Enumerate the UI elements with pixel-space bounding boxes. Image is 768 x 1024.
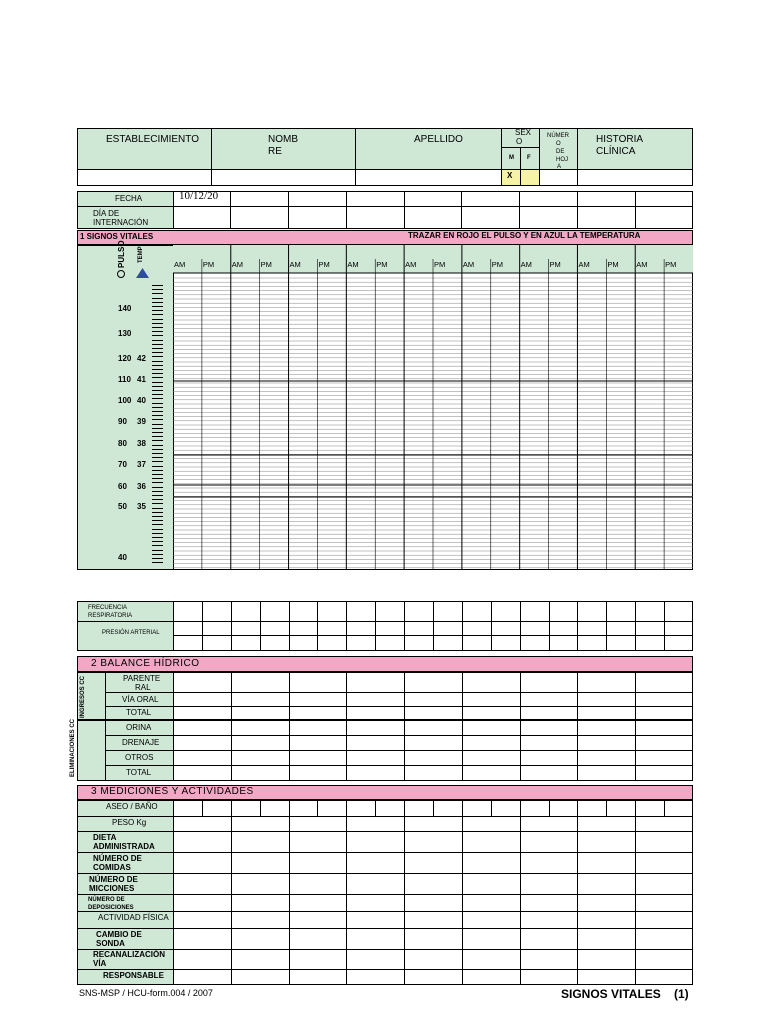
historia-clinica-field[interactable] [578,170,692,185]
scale-tick [152,545,163,546]
pulse-scale-label: 140 [118,304,132,313]
signos-instruction: TRAZAR EN ROJO EL PULSO Y EN AZUL LA TEMPERATURA [408,231,641,240]
scale-tick [152,516,163,517]
cambio-label-l1: CAMBIO DE [96,930,142,939]
form-title: SIGNOS VITALES [561,987,661,1001]
scale-tick [152,407,163,408]
temp-scale-label: 42 [137,354,146,363]
scale-tick [152,436,163,437]
scale-tick [152,470,163,471]
sexo-m-label: M [509,155,514,161]
frecuencia-label-l1: FRECUENCIA [88,605,128,611]
ampm-label: PM [260,260,272,269]
scale-tick [152,453,163,454]
ampm-label: PM [491,260,504,269]
micciones-label-l2: MICCIONES [89,884,135,893]
scale-tick [152,415,163,416]
ampm-label: PM [549,260,561,269]
temp-scale-label: 37 [137,460,146,469]
pulso-circle-icon [117,270,125,278]
scale-tick [152,285,163,286]
scale-tick [152,398,163,399]
dia-internacion-label-l2: INTERNACIÓN [93,218,149,227]
scale-tick [152,369,163,370]
scale-tick [152,335,163,336]
ampm-label: AM [578,260,590,269]
scale-tick [152,365,163,366]
sex-f-checkbox[interactable] [521,170,539,185]
temp-triangle-icon [136,268,149,278]
scale-tick [152,373,163,374]
ampm-label: AM [289,260,301,269]
recanalizacion-label-l1: RECANALIZACIÓN [93,950,165,959]
scale-tick [152,482,163,483]
comidas-label-l1: NÚMERO DE [93,854,142,863]
ampm-label: PM [607,260,619,269]
frecuencia-label-l2: RESPIRATORIA [88,613,133,619]
scale-tick [152,529,163,530]
ampm-label: AM [462,260,475,269]
scale-tick [152,541,163,542]
scale-tick [152,361,163,362]
scale-tick [152,352,163,353]
fecha-value[interactable]: 10/12/20 [179,190,219,202]
ampm-label: AM [520,260,532,269]
scale-tick [152,508,163,509]
apellido-field[interactable] [356,170,501,185]
balance-title: 2 BALANCE HÍDRICO [91,658,200,669]
scale-tick [152,562,163,563]
aseo-label: ASEO / BAÑO [106,802,158,811]
scale-tick [152,440,163,441]
scale-tick [152,348,163,349]
cambio-label-l2: SONDA [96,939,125,948]
scale-tick [152,445,163,446]
total-eliminaciones-label: TOTAL [126,768,152,777]
pulso-label: PULSO [117,240,126,268]
dia-internacion-label-l1: DÍA DE [93,209,120,218]
temp-scale-label: 36 [137,482,146,491]
peso-label: PESO Kg [112,818,147,827]
ampm-label: AM [405,260,417,269]
eliminaciones-label: ELIMINACIONES CC [70,718,76,777]
pulse-scale-label: 110 [118,375,131,384]
scale-tick [152,293,163,294]
vital-signs-grid[interactable] [173,245,693,570]
scale-tick [152,298,163,299]
scale-tick [152,520,163,521]
scale-tick [152,403,163,404]
numero-hoja-field[interactable] [540,170,577,185]
sexo-f-label: F [527,155,531,161]
ampm-label: PM [202,260,215,269]
scale-tick [152,344,163,345]
scale-tick [152,461,163,462]
form-code: SNS-MSP / HCU-form.004 / 2007 [79,988,213,998]
scale-tick [152,302,163,303]
scale-tick [152,419,163,420]
scale-tick [152,289,163,290]
scale-tick [152,428,163,429]
parenteral-label-l2: RAL [135,683,151,692]
pulse-scale-label: 70 [118,460,127,469]
scale-tick [152,319,163,320]
historia-label-l2: CLÍNICA [596,146,636,157]
pulse-scale-label: 40 [118,553,127,562]
deposiciones-label-l2: DEPOSICIONES [88,905,134,911]
scale-tick [152,503,163,504]
scale-tick [152,537,163,538]
total-ingresos-label: TOTAL [126,708,152,717]
scale-tick [152,411,163,412]
numero-hoja-l2: O [556,141,561,147]
pulse-scale-label: 90 [118,417,127,426]
sexo-label-l2: O [516,137,523,146]
scale-tick [152,487,163,488]
dieta-label-l2: ADMINISTRADA [93,842,155,851]
page-marker: (1) [674,987,689,1001]
nombre-label-l1: NOMB [268,134,298,145]
scale-tick [152,533,163,534]
temp-scale-label: 40 [137,396,146,405]
scale-tick [152,323,163,324]
scale-tick [152,390,163,391]
scale-tick [152,474,163,475]
scale-tick [152,356,163,357]
establecimiento-label: ESTABLECIMIENTO [106,134,199,145]
pulse-scale-label: 80 [118,439,127,448]
via-oral-label: VÍA ORAL [122,695,159,704]
scale-tick [152,327,163,328]
parenteral-label-l1: PARENTE [123,674,161,683]
orina-label: ORINA [126,723,152,732]
deposiciones-label-l1: NÚMERO DE [88,897,125,903]
historia-label-l1: HISTORIA [596,134,644,145]
fecha-label: FECHA [115,194,143,203]
mediciones-title: 3 MEDICIONES Y ACTIVIDADES [91,786,254,797]
sexo-label-l1: SEX [515,128,532,137]
scale-tick [152,512,163,513]
numero-hoja-l5: A [557,164,562,170]
scale-tick [152,377,163,378]
establecimiento-field[interactable] [78,170,211,185]
pulse-scale-label: 50 [118,502,127,511]
scale-tick [152,558,163,559]
drenaje-label: DRENAJE [122,738,160,747]
recanalizacion-label-l2: VÍA [93,959,107,968]
ingresos-label: INGRESOS CC [80,675,86,718]
numero-hoja-l4: HOJ [556,157,568,163]
scale-tick [152,310,163,311]
pulse-scale-label: 120 [118,354,132,363]
comidas-label-l2: COMIDAS [93,863,131,872]
nombre-field[interactable] [212,170,355,185]
ampm-label: PM [318,260,330,269]
numero-hoja-l1: NÚMER [547,133,569,139]
pulse-scale-label: 60 [118,482,127,491]
scale-tick [152,314,163,315]
responsable-label: RESPONSABLE [103,971,164,980]
apellido-label: APELLIDO [414,134,463,145]
scale-tick [152,550,163,551]
temp-scale-label: 39 [137,417,146,426]
temp-scale-label: 38 [137,439,146,448]
scale-tick [152,331,163,332]
ampm-label: AM [174,260,186,269]
scale-tick [152,306,163,307]
temp-scale-label: 41 [137,375,146,384]
nombre-label-l2: RE [268,146,282,157]
ampm-label: AM [347,260,359,269]
scale-tick [152,491,163,492]
scale-tick [152,449,163,450]
pulse-scale-label: 100 [118,396,132,405]
scale-tick [152,340,163,341]
scale-tick [152,495,163,496]
ampm-label: AM [231,260,244,269]
actividad-label: ACTIVIDAD FÍSICA [98,913,169,922]
pulse-scale-label: 130 [118,329,132,338]
ampm-label: AM [636,260,648,269]
temp-label: TEMP [138,246,144,263]
dieta-label-l1: DIETA [93,833,117,842]
scale-tick [152,457,163,458]
scale-tick [152,386,163,387]
micciones-label-l1: NÚMERO DE [89,875,138,884]
scale-tick [152,424,163,425]
scale-tick [152,382,163,383]
temp-scale-label: 35 [137,502,146,511]
scale-tick [152,524,163,525]
ampm-label: PM [665,260,677,269]
presion-label: PRESIÓN ARTERIAL [102,630,160,636]
scale-tick [152,499,163,500]
scale-tick [152,432,163,433]
signos-vitales-title: 1 SIGNOS VITALES [80,232,154,241]
scale-tick [152,466,163,467]
scale-tick [152,554,163,555]
otros-label: OTROS [125,753,154,762]
ampm-label: PM [376,260,388,269]
scale-tick [152,478,163,479]
scale-tick [152,394,163,395]
numero-hoja-l3: DE [556,149,565,155]
ampm-label: PM [434,260,446,269]
sex-mark: X [507,171,513,180]
